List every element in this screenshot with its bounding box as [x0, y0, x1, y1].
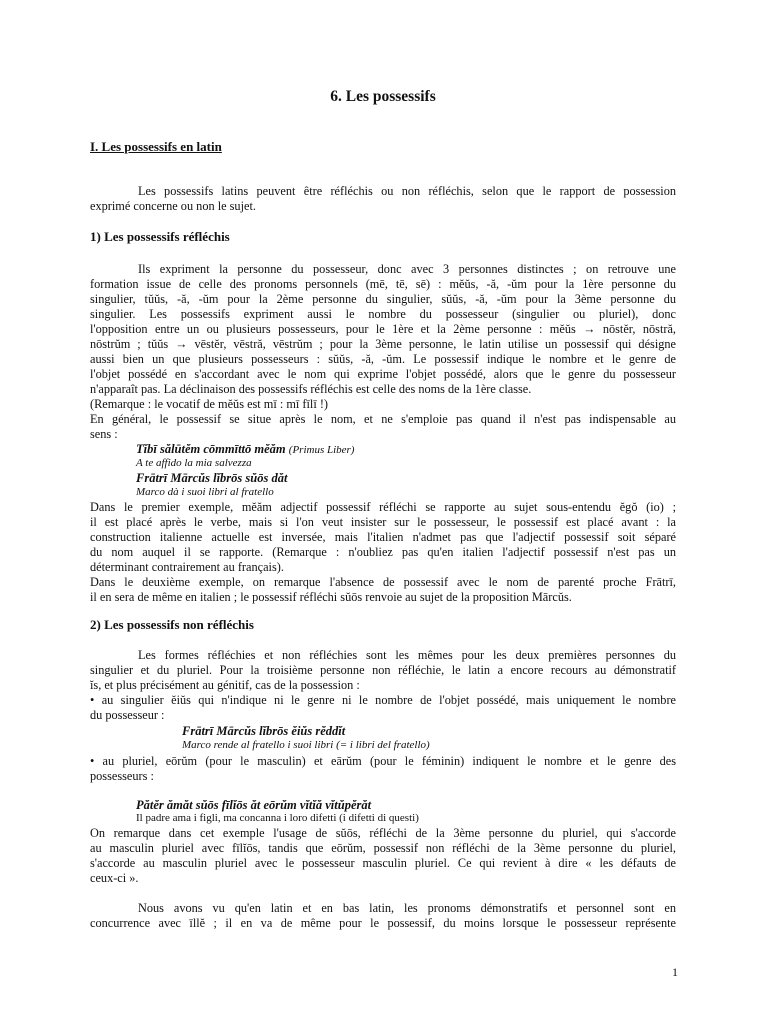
- example3-translation: Marco rende al fratello i suoi libri (= i libri del fratello): [182, 739, 430, 751]
- para2-line-5: déterminant contrairement au français).: [90, 560, 284, 574]
- page-title: 6. Les possessifs: [330, 88, 436, 105]
- para1-line-2: formation issue de celle des pronoms personnels (mē, tē, sē) : mĕŭs, -ă, -ŭm pour la 1ère personne du: [90, 277, 676, 291]
- para3-line-1: Les formes réfléchies et non réfléchies sont les mêmes pour les deux premières personnes du: [138, 648, 676, 662]
- subheading-non-reflexive: 2) Les possessifs non réfléchis: [90, 617, 254, 632]
- para2-line-1: Dans le premier exemple, mĕăm adjectif possessif réfléchi se rapporte au sujet sous-entendu ĕgŏ (io) ;: [90, 500, 676, 514]
- para1-line-12: sens :: [90, 427, 118, 441]
- para5-line-4: ceux-ci ».: [90, 871, 139, 885]
- para1-line-11: En général, le possessif se situe après le nom, et ne s'emploie pas quand il n'est pas indispensable au: [90, 412, 676, 426]
- example2-translation: Marco dà i suoi libri al fratello: [136, 486, 274, 498]
- para1-line-4: singulier. Les possessifs expriment aussi le nombre du possesseur (singulier ou pluriel), donc: [90, 307, 676, 321]
- example4-latin: Pătĕr ămăt sŭōs fīlĭōs ăt eōrŭm vĭtĭă vĭtŭpĕrăt: [136, 798, 372, 812]
- para2-line-6: Dans le deuxième exemple, on remarque l'absence de possessif avec le nom de parenté proche Frātrī,: [90, 575, 676, 589]
- para2-line-3: construction italienne actuelle est inversée, mais l'italien n'admet pas que l'adjectif possessif soit séparé: [90, 530, 676, 544]
- para3-line-2: singulier et du pluriel. Pour la troisième personne non réfléchie, le latin a encore recours au démonstratif: [90, 663, 676, 677]
- example3-latin: Frātrī Mārcŭs lĭbrōs ĕiŭs rĕddĭt: [182, 724, 346, 738]
- example1-translation: A te affido la mia salvezza: [136, 457, 252, 469]
- intro-line-2: exprimé concerne ou non le sujet.: [90, 199, 256, 213]
- page-number: 1: [672, 965, 678, 979]
- para1-line-6: nōstrŭm ; tŭŭs → vēstĕr, vēstră, vēstrŭm ; pour la 3ème personne, le latin utilise un possessif qui désigne: [90, 337, 676, 351]
- para2-line-2: il est placé après le verbe, mais si l'on veut insister sur le possesseur, le possessif est placé avant : la: [90, 515, 676, 529]
- para3-line-5: du possesseur :: [90, 708, 165, 722]
- para4-line-2: possesseurs :: [90, 769, 154, 783]
- para3-line-4: • au singulier ĕiŭs qui n'indique ni le genre ni le nombre de l'objet possédé, mais uniquement le nombre: [90, 693, 676, 707]
- para1-line-7: aussi bien un que plusieurs possesseurs : sŭŭs, -ă, -ŭm. Le possessif indique le nombre et le genre de: [90, 352, 676, 366]
- intro-line-1: Les possessifs latins peuvent être réfléchis ou non réfléchis, selon que le rapport de possession: [138, 184, 676, 198]
- para6-line-1: Nous avons vu qu'en latin et en bas latin, les pronoms démonstratifs et personnel sont en: [138, 901, 676, 915]
- example1-source: (Primus Liber): [288, 444, 355, 456]
- section-heading-latin: I. Les possessifs en latin: [90, 139, 222, 154]
- para2-line-7: il en sera de même en italien ; le possessif réfléchi sŭōs renvoie au sujet de la proposition Mārcŭs.: [90, 590, 572, 604]
- para1-line-8: l'objet possédé en s'accordant avec le nom qui exprime l'objet possédé, alors que le genre du possesseur: [90, 367, 676, 381]
- para1-line-5: l'opposition entre un ou plusieurs possesseurs, pour le 1ère et la 2ème personne : mĕŭs → nōstĕr, nōstră,: [90, 322, 676, 336]
- example2-latin: Frātrī Mārcŭs lĭbrōs sŭōs dăt: [136, 471, 288, 485]
- para1-line-10: (Remarque : le vocatif de mĕŭs est mī : mī fīlī !): [90, 397, 329, 411]
- para5-line-1: On remarque dans cet exemple l'usage de sŭōs, réfléchi de la 3ème personne du pluriel, qui s'accorde: [90, 826, 676, 840]
- para1-line-1: Ils expriment la personne du possesseur, donc avec 3 personnes distinctes ; on retrouve une: [138, 262, 676, 276]
- example4-translation: Il padre ama i figli, ma concanna i loro difetti (i difetti di questi): [136, 812, 419, 824]
- para4-line-1: • au pluriel, eōrŭm (pour le masculin) et eārŭm (pour le féminin) indiquent le nombre et le genre des: [90, 754, 676, 768]
- subheading-reflexive: 1) Les possessifs réfléchis: [90, 229, 230, 244]
- example1-latin: Tĭbī sălūtĕm cōmmīttō mĕăm (Primus Liber): [136, 442, 355, 456]
- para6-line-2: concurrence avec īllĕ ; il en va de même pour le possessif, du moins lorsque le possesseur représente: [90, 916, 676, 930]
- para1-line-3: singulier, tŭŭs, -ă, -ŭm pour la 2ème personne du singulier, sŭŭs, -ă, -ŭm pour la 3ème personne du: [90, 292, 676, 306]
- para5-line-3: s'accorde au masculin pluriel avec le possesseur masculin pluriel. Ce qui revient à dire « les défauts de: [90, 856, 676, 870]
- document-page: [90, 0, 676, 1024]
- para2-line-4: du nom auquel il se rapporte. (Remarque : n'oubliez pas qu'en italien l'adjectif possessif n'est pas un: [90, 545, 676, 559]
- para1-line-9: n'apparaît pas. La déclinaison des possessifs réfléchis est celle des noms de la 1ère classe.: [90, 382, 532, 396]
- para3-line-3: ĭs, et plus précisément au génitif, cas de la possession :: [90, 678, 360, 692]
- para5-line-2: au masculin pluriel avec fīlĭōs, tandis que eōrŭm, possessif non réfléchi de la 3ème personne du pluriel,: [90, 841, 676, 855]
